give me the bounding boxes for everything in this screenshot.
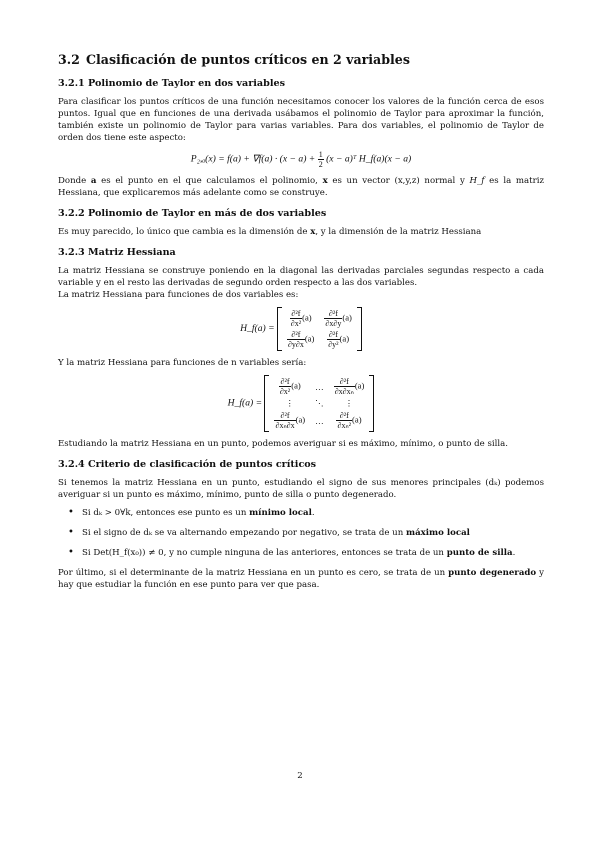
subsection-number: 3.2.3	[58, 247, 85, 258]
paragraph-hessian-n: Y la matriz Hessiana para funciones de n variables sería:	[58, 358, 307, 368]
paragraph-taylor-more	[58, 226, 544, 238]
bold-x: x	[322, 176, 328, 186]
derivative-numerator: ∂²f	[274, 411, 295, 421]
partial-derivative	[274, 411, 295, 430]
partial-derivative	[279, 377, 291, 396]
derivative-denominator: ∂y²	[328, 340, 339, 349]
subsection-number: 3.2.2	[58, 208, 85, 219]
text-fragment: Si Det(H_f(x₀)) ≠ 0, y no cumple ninguna de las anteriores, entonces se trata de un	[82, 548, 447, 558]
text-fragment: es un vector (x,y,z) normal y	[327, 176, 470, 186]
bold-term: mínimo local	[249, 508, 312, 518]
matrix-cell	[319, 308, 356, 329]
text-fragment: y hay que estudiar la función en ese punto para ver que pasa.	[58, 568, 544, 590]
matrix-cell	[269, 397, 310, 410]
evaluation-point: (a)	[339, 333, 350, 344]
partial-derivative	[334, 377, 355, 396]
matrix-cell	[269, 410, 310, 431]
derivative-denominator: ∂y∂x	[287, 340, 304, 349]
derivative-numerator: ∂²f	[287, 330, 305, 340]
derivative-denominator: ∂xₙ²	[337, 421, 352, 430]
matrix-cell	[310, 410, 329, 431]
subsection-number: 3.2.1	[58, 78, 85, 89]
bold-x: x	[310, 227, 316, 237]
subsection-heading-taylor-more	[58, 208, 544, 219]
evaluation-point: (a)	[302, 312, 312, 323]
hessian-nxn-matrix	[264, 375, 374, 432]
bold-term: máximo local	[406, 528, 470, 538]
matrix-row	[269, 376, 369, 397]
partial-derivative	[327, 330, 339, 349]
taylor-formula	[58, 150, 544, 169]
text-fragment: Si dₖ > 0∀k, entonces ese punto es un	[82, 508, 250, 518]
paragraph-degenerate	[58, 567, 544, 591]
bold-term: punto de silla	[446, 548, 513, 558]
derivative-denominator: ∂x²	[279, 387, 291, 396]
formula-lhs: P₂,ₐ(x) = f(a) + ∇f(a) · (x − a) +	[190, 153, 316, 165]
section-number: 3.2	[58, 52, 80, 67]
text-fragment: , y la dimensión de la matriz Hessiana	[315, 227, 482, 237]
hessian-nxn-equation	[58, 375, 544, 432]
text-fragment: Si el signo de dₖ se va alternando empezando por negativo, se trata de un	[82, 528, 406, 538]
evaluation-point: (a)	[291, 380, 301, 391]
derivative-denominator: ∂x∂y	[325, 319, 342, 328]
matrix-cell	[282, 329, 319, 350]
hessian-2x2-matrix	[277, 307, 362, 351]
section-title: Clasificación de puntos críticos en 2 variables	[86, 52, 410, 67]
text-fragment: Donde	[58, 176, 91, 186]
fraction-numerator: 1	[318, 150, 323, 159]
derivative-denominator: ∂x∂xₙ	[334, 387, 354, 396]
partial-derivative	[336, 411, 352, 430]
text-fragment: es la matriz Hessiana, que explicaremos más adelante como se construye.	[58, 176, 544, 198]
subsection-title: Polinomio de Taylor en más de dos variables	[88, 208, 327, 219]
matrix-lhs: H_f(a) =	[240, 323, 275, 335]
text-fragment: es el punto en el que calculamos el polinomio,	[96, 176, 323, 186]
evaluation-point: (a)	[295, 414, 306, 425]
text-fragment: Es muy parecido, lo único que cambia es la dimensión de	[58, 227, 311, 237]
subsection-title: Criterio de clasificación de puntos críticos	[88, 459, 317, 470]
fraction-denominator: 2	[318, 160, 323, 169]
paragraph-hessian-two: La matriz Hessiana para funciones de dos variables es:	[58, 290, 299, 300]
bold-term: punto degenerado	[448, 568, 537, 578]
matrix-dots: ⋱	[315, 398, 324, 408]
matrix-row	[269, 410, 369, 431]
section-heading	[58, 52, 544, 67]
matrix-dots: ⋮	[285, 398, 295, 408]
subsection-heading-hessian	[58, 247, 544, 258]
paragraph-criterion: Si tenemos la matriz Hessiana en un punto, estudiando el signo de sus menores principales (dₖ) podemos averiguar si un punto es máximo, mínimo, punto de silla o punto degenerado.	[58, 478, 544, 500]
derivative-numerator: ∂²f	[336, 411, 352, 421]
paragraph-taylor-explain	[58, 175, 544, 199]
text-fragment: .	[512, 548, 516, 558]
text-fragment: .	[311, 508, 315, 518]
subsection-heading-taylor-two	[58, 78, 544, 89]
derivative-numerator: ∂²f	[328, 330, 338, 339]
matrix-cell	[329, 397, 370, 410]
page-content	[58, 52, 544, 591]
matrix-cell	[282, 308, 319, 329]
matrix-cell	[319, 329, 356, 350]
evaluation-point: (a)	[342, 312, 352, 323]
text-fragment: Por último, si el determinante de la matriz Hessiana en un punto es cero, se trata de un	[58, 568, 449, 578]
formula-rhs: (x − a)ᵀ H_f(a)(x − a)	[326, 153, 412, 165]
matrix-row	[269, 397, 369, 410]
subsection-heading-criterion	[58, 459, 544, 470]
evaluation-point: (a)	[352, 414, 362, 425]
matrix-cell	[329, 376, 370, 397]
hessian-symbol: H_f	[469, 176, 485, 186]
paragraph-taylor-intro: Para clasificar los puntos críticos de una función necesitamos conocer los valores de la función cerca de esos puntos. Igual que en funciones de una derivada usábamos el polinomio de Taylor para aproximar la función, también existe un polinomio de Taylor para varias variables. Para dos variables, el polinomio de Taylor de orden dos tiene este aspecto:	[58, 97, 544, 143]
list-item	[82, 527, 544, 539]
matrix-cell	[269, 376, 310, 397]
formula-fraction	[318, 150, 324, 169]
paragraph-hessian-def: La matriz Hessiana se construye poniendo en la diagonal las derivadas parciales segundas respecto a cada variable y en el resto las derivadas de segundo orden respecto a las dos variables.	[58, 266, 544, 288]
hessian-2x2-equation	[58, 307, 544, 351]
derivative-denominator: ∂x²	[290, 319, 302, 328]
matrix-dots: …	[315, 381, 324, 392]
derivative-numerator: ∂²f	[324, 309, 342, 319]
list-item	[82, 507, 544, 519]
criterion-list	[58, 507, 544, 559]
matrix-lhs: H_f(a) =	[227, 397, 263, 409]
matrix-cell	[310, 376, 329, 397]
partial-derivative	[324, 309, 342, 328]
subsection-title: Polinomio de Taylor en dos variables	[88, 78, 285, 89]
partial-derivative	[287, 330, 305, 349]
bold-a: a	[90, 176, 97, 186]
derivative-numerator: ∂²f	[280, 377, 290, 386]
derivative-denominator: ∂xₙ∂x	[275, 421, 295, 430]
evaluation-point: (a)	[354, 380, 365, 391]
matrix-dots: ⋮	[344, 398, 354, 408]
matrix-dots: …	[315, 415, 324, 426]
matrix-row	[282, 308, 357, 329]
list-item	[82, 547, 544, 559]
evaluation-point: (a)	[304, 333, 315, 344]
derivative-numerator: ∂²f	[291, 309, 301, 318]
subsection-title: Matriz Hessiana	[88, 247, 176, 258]
partial-derivative	[290, 309, 302, 328]
matrix-cell	[310, 397, 329, 410]
matrix-cell	[329, 410, 370, 431]
matrix-row	[282, 329, 357, 350]
paragraph-hessian-use: Estudiando la matriz Hessiana en un punto, podemos averiguar si es máximo, mínimo, o punto de silla.	[58, 439, 508, 449]
subsection-number: 3.2.4	[58, 459, 85, 470]
derivative-numerator: ∂²f	[334, 377, 355, 387]
page-number: 2	[297, 771, 303, 781]
